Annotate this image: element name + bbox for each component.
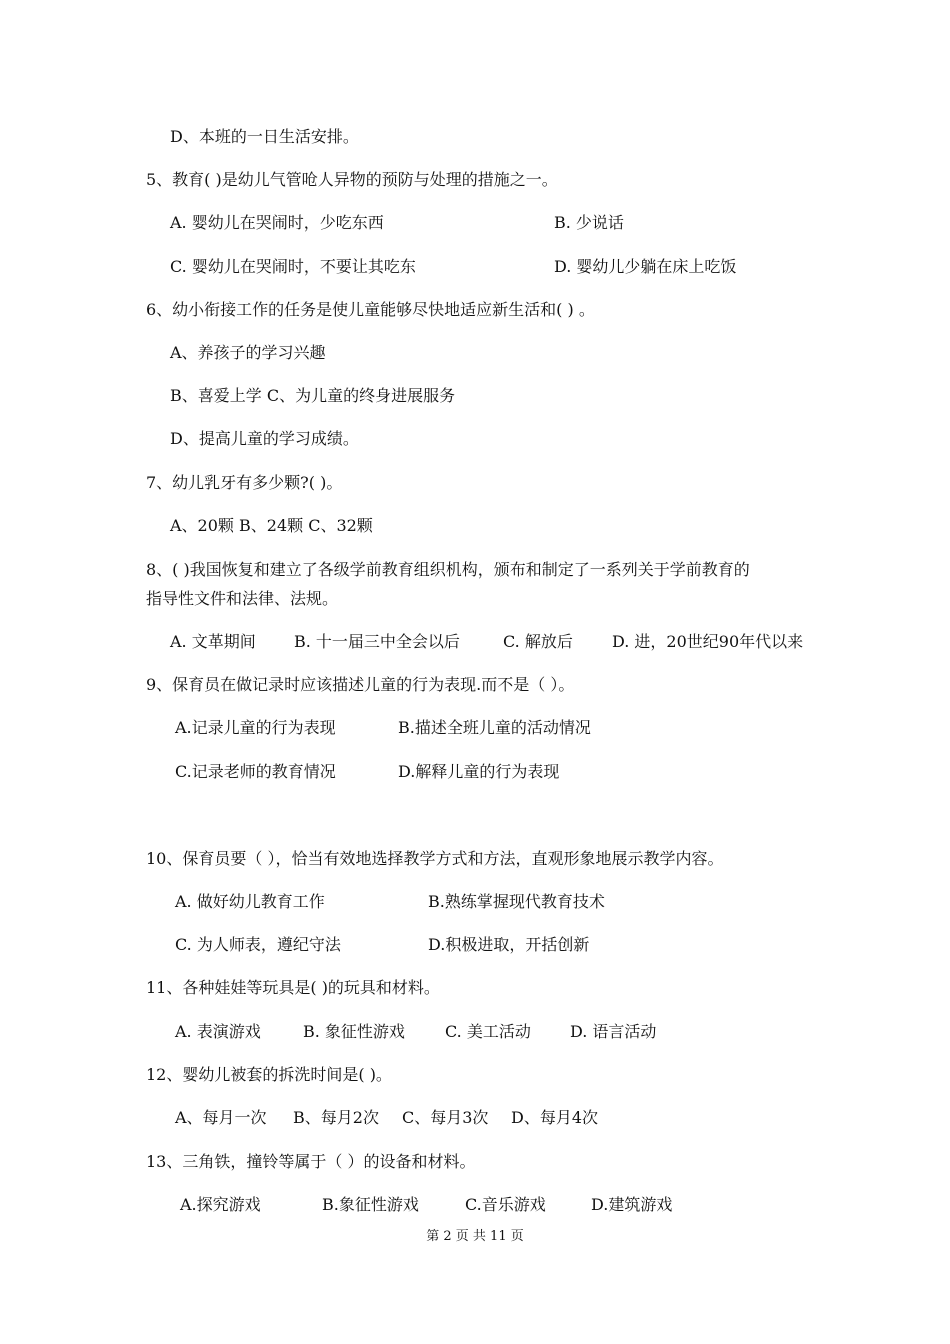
q11-stem: 11、各种娃娃等玩具是( )的玩具和材料。 xyxy=(146,978,440,997)
q6-option-bc: B、喜爱上学 C、为儿童的终身进展服务 xyxy=(170,386,456,405)
q12-option-d: D、每月4次 xyxy=(511,1108,599,1127)
q5-option-c: C. 婴幼儿在哭闹时，不要让其吃东 xyxy=(170,257,416,276)
q9-option-a: A.记录儿童的行为表现 xyxy=(175,718,336,737)
q10-option-a: A. 做好幼儿教育工作 xyxy=(175,892,325,911)
q8-option-b: B. 十一届三中全会以后 xyxy=(294,632,460,651)
q10-stem: 10、保育员要（ ），恰当有效地选择教学方式和方法，直观形象地展示教学内容。 xyxy=(146,849,724,868)
page-number-footer: 第 2 页 共 11 页 xyxy=(426,1229,524,1244)
q5-option-a: A. 婴幼儿在哭闹时，少吃东西 xyxy=(170,213,384,232)
q10-option-b: B.熟练掌握现代教育技术 xyxy=(428,892,605,911)
q13-option-a: A.探究游戏 xyxy=(180,1195,261,1214)
q12-option-a: A、每月一次 xyxy=(175,1108,267,1127)
q9-stem: 9、保育员在做记录时应该描述儿童的行为表现.而不是（ ）。 xyxy=(146,675,575,694)
q9-option-b: B.描述全班儿童的活动情况 xyxy=(398,718,591,737)
q8-option-a: A. 文革期间 xyxy=(170,632,256,651)
q6-stem: 6、幼小衔接工作的任务是使儿童能够尽快地适应新生活和( ) 。 xyxy=(146,300,595,319)
q6-option-a: A、养孩子的学习兴趣 xyxy=(170,343,326,362)
q11-option-a: A. 表演游戏 xyxy=(175,1022,261,1041)
q13-option-b: B.象征性游戏 xyxy=(322,1195,419,1214)
q8-stem-line2: 指导性文件和法律、法规。 xyxy=(146,589,339,608)
q12-stem: 12、婴幼儿被套的拆洗时间是( )。 xyxy=(146,1065,392,1084)
q13-option-c: C.音乐游戏 xyxy=(465,1195,546,1214)
q12-option-b: B、每月2次 xyxy=(293,1108,379,1127)
q13-option-d: D.建筑游戏 xyxy=(591,1195,673,1214)
q8-option-d: D. 进，20世纪90年代以来 xyxy=(612,632,804,651)
q11-option-d: D. 语言活动 xyxy=(570,1022,657,1041)
q9-option-c: C.记录老师的教育情况 xyxy=(175,762,336,781)
q9-option-d: D.解释儿童的行为表现 xyxy=(398,762,560,781)
q13-stem: 13、三角铁，撞铃等属于（ ）的设备和材料。 xyxy=(146,1152,476,1171)
q5-stem: 5、教育( )是幼儿气管呛人异物的预防与处理的措施之一。 xyxy=(146,170,558,189)
q11-option-b: B. 象征性游戏 xyxy=(303,1022,405,1041)
q7-stem: 7、幼儿乳牙有多少颗?( )。 xyxy=(146,473,343,492)
q10-option-d: D.积极进取，开括创新 xyxy=(428,935,590,954)
q7-options: A、20颗 B、24颗 C、32颗 xyxy=(170,516,373,535)
q10-option-c: C. 为人师表，遵纪守法 xyxy=(175,935,341,954)
q12-option-c: C、每月3次 xyxy=(402,1108,489,1127)
q8-stem-line1: 8、( )我国恢复和建立了各级学前教育组织机构，颁布和制定了一系列关于学前教育的 xyxy=(146,560,750,579)
q5-option-b: B. 少说话 xyxy=(554,213,624,232)
q11-option-c: C. 美工活动 xyxy=(445,1022,531,1041)
q6-option-d: D、提高儿童的学习成绩。 xyxy=(170,429,359,448)
q5-option-d: D. 婴幼儿少躺在床上吃饭 xyxy=(554,257,737,276)
q4-option-d: D、本班的一日生活安排。 xyxy=(170,127,359,146)
q8-option-c: C. 解放后 xyxy=(503,632,573,651)
